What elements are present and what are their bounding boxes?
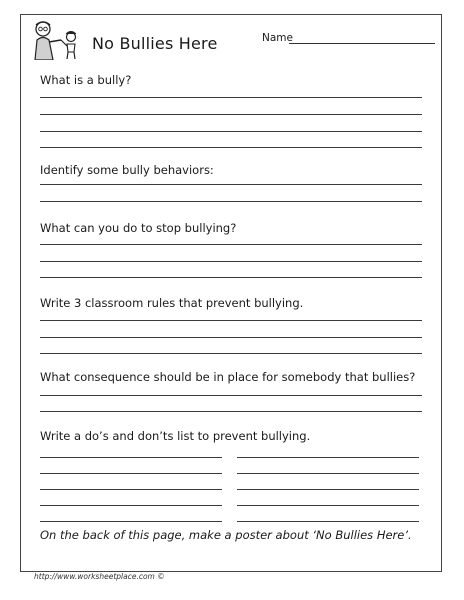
answer-line bbox=[40, 201, 422, 202]
answer-line bbox=[40, 277, 422, 278]
dos-line bbox=[40, 457, 222, 458]
answer-line bbox=[40, 411, 422, 412]
page-title: No Bullies Here bbox=[92, 34, 218, 53]
question-6: Write a do’s and don’ts list to prevent bullying. bbox=[40, 429, 311, 443]
question-3: What can you do to stop bullying? bbox=[40, 221, 237, 235]
answer-line bbox=[40, 261, 422, 262]
donts-line bbox=[237, 489, 419, 490]
answer-line bbox=[40, 184, 422, 185]
donts-line bbox=[237, 473, 419, 474]
name-label: Name bbox=[262, 32, 293, 44]
question-1: What is a bully? bbox=[40, 73, 132, 87]
dos-line bbox=[40, 521, 222, 522]
dos-line bbox=[40, 505, 222, 506]
answer-line bbox=[40, 147, 422, 148]
source-url: http://www.worksheetplace.com © bbox=[34, 572, 165, 581]
donts-line bbox=[237, 457, 419, 458]
question-2: Identify some bully behaviors: bbox=[40, 163, 214, 177]
answer-line bbox=[40, 131, 422, 132]
answer-line bbox=[40, 353, 422, 354]
dos-line bbox=[40, 473, 222, 474]
back-page-instruction: On the back of this page, make a poster about ‘No Bullies Here’. bbox=[40, 528, 412, 542]
answer-line bbox=[40, 395, 422, 396]
question-4: Write 3 classroom rules that prevent bullying. bbox=[40, 296, 304, 310]
answer-line bbox=[40, 97, 422, 98]
name-field-line bbox=[289, 43, 435, 44]
answer-line bbox=[40, 320, 422, 321]
donts-line bbox=[237, 505, 419, 506]
donts-line bbox=[237, 521, 419, 522]
dos-line bbox=[40, 489, 222, 490]
answer-line bbox=[40, 244, 422, 245]
answer-line bbox=[40, 337, 422, 338]
answer-line bbox=[40, 114, 422, 115]
teacher-and-child-icon bbox=[27, 20, 85, 60]
question-5: What consequence should be in place for somebody that bullies? bbox=[40, 370, 416, 384]
